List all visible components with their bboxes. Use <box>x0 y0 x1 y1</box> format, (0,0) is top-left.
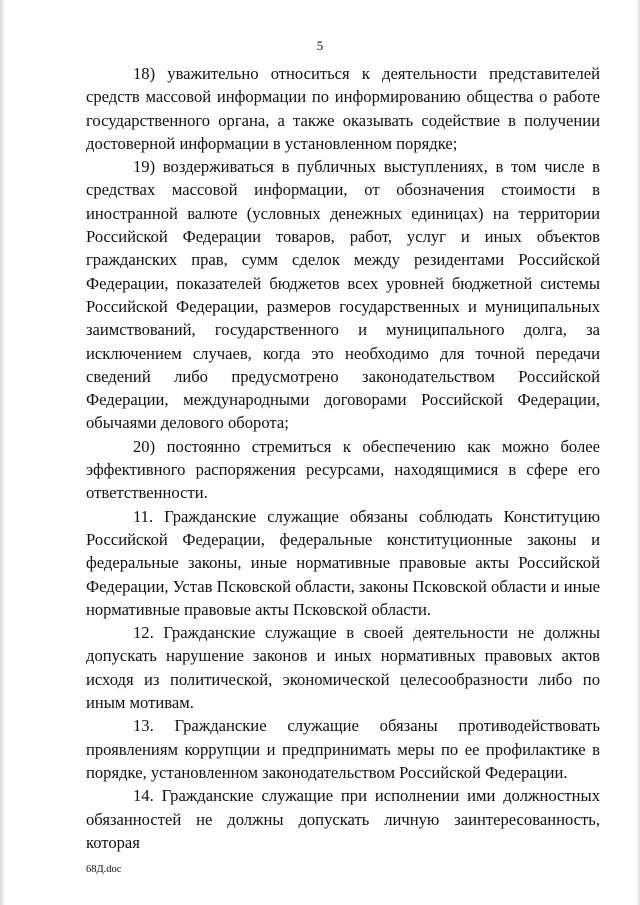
scan-edge-right <box>636 0 640 905</box>
paragraph-item-19: 19) воздерживаться в публичных выступлениях, в том числе в средствах массовой информации, от обозначения стоимости в иностранной валюте (условных денежных единицах) на территории Российской Федерации товаров, работ, услуг и иных объектов гражданских прав, сумм сделок между резидентами Российской Федерации, показателей бюджетов всех уровней бюджетной системы Российской Федерации, размеров государственных и муниципальных заимствований, государственного и муниципального долга, за исключением случаев, когда это необходимо для точной передачи сведений либо предусмотрено законодательством Российской Федерации, международными договорами Российской Федерации, обычаями делового оборота; <box>86 157 600 433</box>
paragraph-clause-13: 13. Гражданские служащие обязаны противодействовать проявлениям коррупции и предпринимать меры по ее профилактике в порядке, установленном законодательством Российской Федерации. <box>86 716 600 782</box>
document-body <box>86 62 600 854</box>
footer-filename: 68Д.doc <box>86 864 122 875</box>
scan-edge-left <box>0 0 6 905</box>
paragraph-item-20: 20) постоянно стремиться к обеспечению как можно более эффективного распоряжения ресурсами, находящимися в сфере его ответственности. <box>86 436 600 503</box>
page-number: 5 <box>316 38 324 53</box>
paragraph-clause-14: 14. Гражданские служащие при исполнении ими должностных обязанностей не должны допускать личную заинтересованность, которая <box>86 786 600 852</box>
paragraph-clause-12: 12. Гражданские служащие в своей деятельности не должны допускать нарушение законов и иных нормативных правовых актов исходя из политической, экономической целесообразности либо по иным мотивам. <box>86 623 600 713</box>
paragraph-item-18: 18) уважительно относиться к деятельности представителей средств массовой информации по информированию общества о работе государственного органа, а также оказывать содействие в получении достоверной информации в установленном порядке; <box>86 64 600 153</box>
paragraph-clause-11: 11. Гражданские служащие обязаны соблюдать Конституцию Российской Федерации, федеральные конституционные законы и федеральные законы, иные нормативные правовые акты Российской Федерации, Устав Псковской области, законы Псковской области и иные нормативные правовые акты Псковской области. <box>86 506 600 619</box>
